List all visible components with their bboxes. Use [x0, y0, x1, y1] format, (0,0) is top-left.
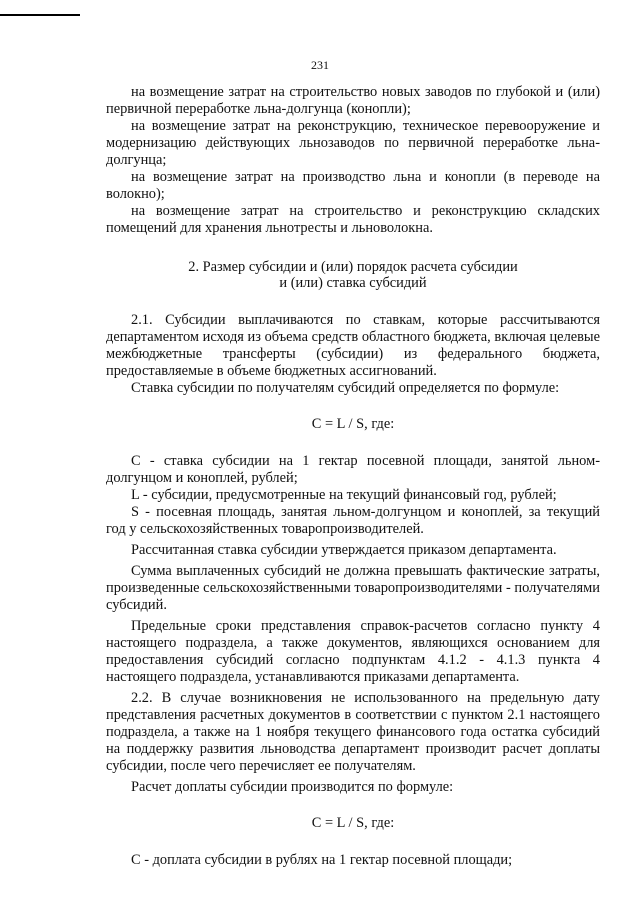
section-heading: [106, 259, 600, 291]
paragraph-2-1: 2.1. Субсидии выплачиваются по ставкам, которые рассчитываются департаментом исходя из объема средств областного бюджета, включая целевые межбюджетные трансферты (субсидии) из федерального бюджета, предоставляемые в объеме бюджетных ассигнований.: [106, 312, 600, 379]
definition-l: L - субсидии, предусмотренные на текущий финансовый год, рублей;: [131, 487, 557, 503]
document-body: [106, 84, 600, 869]
formula-2: C = L / S, где:: [311, 815, 395, 831]
paragraph: на возмещение затрат на реконструкцию, техническое перевооружение и модернизацию действующих льнозаводов по первичной переработке льна-долгунца;: [106, 118, 600, 168]
page-number: 231: [311, 58, 329, 72]
formula-intro-2: Расчет доплаты субсидии производится по формуле:: [131, 779, 454, 795]
formula-1: C = L / S, где:: [311, 416, 395, 432]
section-heading-line-1: 2. Размер субсидии и (или) порядок расчета субсидии: [188, 259, 518, 275]
top-rule: [0, 14, 80, 16]
paragraph: Предельные сроки представления справок-расчетов согласно пункту 4 настоящего подраздела, а также документов, являющихся основанием для предоставления субсидий согласно подпунктам 4.1.2 - 4.1.3 пункта 4 настоящего подраздела, устанавливаются приказами департамента.: [106, 618, 600, 685]
section-heading-line-2: и (или) ставка субсидий: [279, 275, 427, 291]
formula-intro: Ставка субсидии по получателям субсидий определяется по формуле:: [131, 380, 560, 396]
paragraph: Сумма выплаченных субсидий не должна превышать фактические затраты, произведенные сельскохозяйственными товаропроизводителями - получателями субсидий.: [106, 563, 600, 613]
paragraph: на возмещение затрат на строительство новых заводов по глубокой и (или) первичной переработке льна-долгунца (конопли);: [106, 84, 600, 117]
definition-c: С - ставка субсидии на 1 гектар посевной площади, занятой льном-долгунцом и коноплей, рублей;: [106, 453, 600, 486]
definition-s: S - посевная площадь, занятая льном-долгунцом и коноплей, за текущий год у сельскохозяйственных товаропроизводителей.: [106, 504, 600, 537]
paragraph: на возмещение затрат на производство льна и конопли (в переводе на волокно);: [106, 169, 600, 202]
definition-c-surcharge: С - доплата субсидии в рублях на 1 гектар посевной площади;: [131, 852, 513, 868]
paragraph: на возмещение затрат на строительство и реконструкцию складских помещений для хранения льнотресты и льноволокна.: [106, 203, 600, 236]
paragraph-2-2: 2.2. В случае возникновения не использованного на предельную дату представления расчетных документов в соответствии с пунктом 2.1 настоящего подраздела, а также на 1 ноября текущего финансового года остатка субсидий на поддержку развития льноводства департамент производит расчет доплаты субсидии, после чего перечисляет ее получателям.: [106, 690, 600, 774]
paragraph: Рассчитанная ставка субсидии утверждается приказом департамента.: [131, 542, 557, 558]
